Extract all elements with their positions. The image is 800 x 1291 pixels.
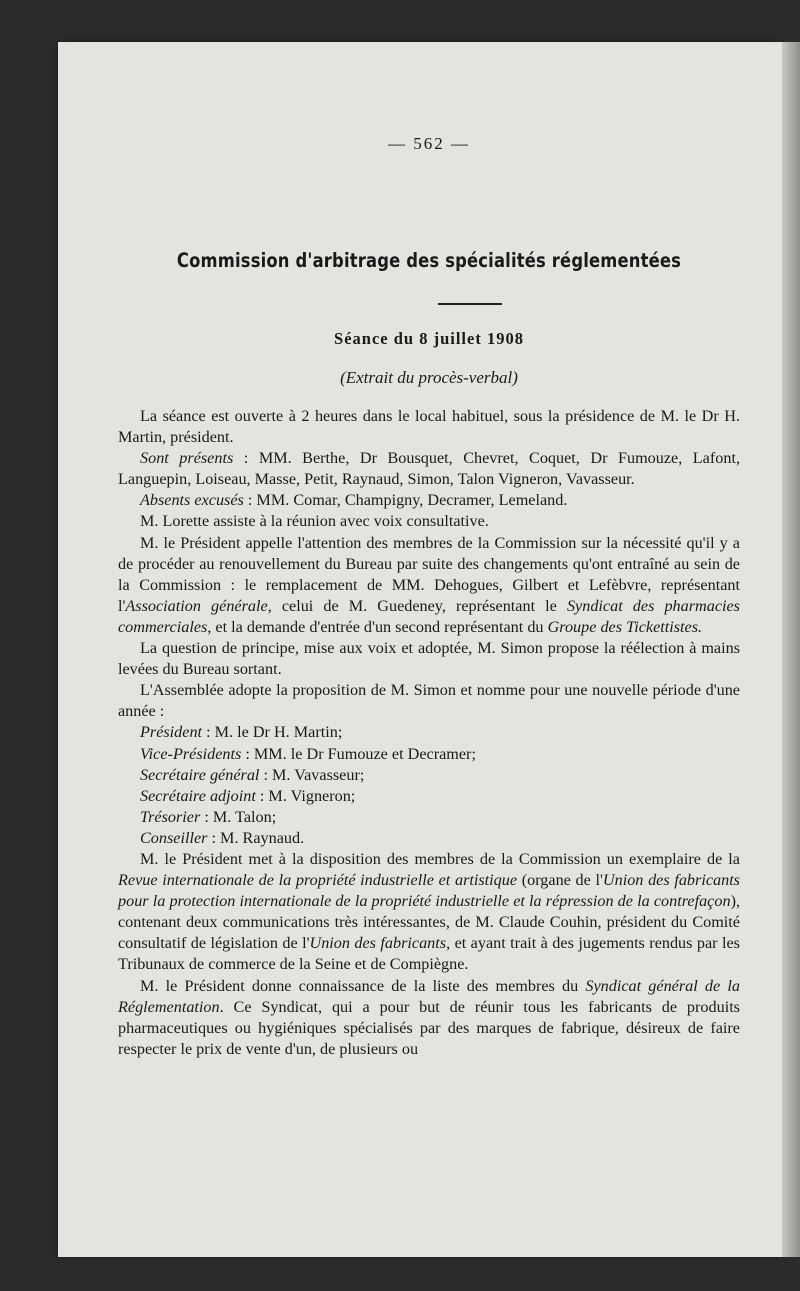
page-number: — 562 —: [388, 134, 470, 153]
renewal-text-3: , et la demande d'entrée d'un second représentant du: [207, 617, 548, 636]
session-subtitle: (Extrait du procès-verbal): [340, 368, 518, 387]
paragraph-lorette: M. Lorette assiste à la réunion avec voix consultative.: [140, 512, 489, 531]
paragraph-opening: La séance est ouverte à 2 heures dans le local habituel, sous la présidence de M. le Dr H. Martin, président.: [118, 407, 740, 447]
syndicat-text-2: . Ce Syndicat, qui a pour but de réunir tous les fabricants de produits pharmaceutiques ou hygiéniques spécialisés par des marques de fabrique, désireux de faire respecter le prix de vente d'un, de plusieurs ou: [118, 997, 740, 1058]
paragraph-syndicat: [118, 976, 740, 1060]
paragraph-present: [118, 448, 740, 490]
officer-role: Président: [140, 723, 203, 742]
officer-line: [118, 828, 740, 849]
page-edge: [782, 42, 800, 1257]
officer-name: : M. Raynaud.: [207, 828, 305, 847]
renewal-text-2: , celui de M. Guedeney, représentant le: [267, 596, 567, 615]
revue-text-2: (organe de l': [517, 871, 603, 890]
present-label: Sont présents: [140, 449, 234, 468]
renewal-text-1: M. le Président appelle l'attention des membres de la Commission sur la nécessité qu'il y a de procéder au renouvellement du Bureau par suite des changements qu'ont entraîné au sein de la Commission : le remplacement de MM. Dehogues, Gilbert et Lefèbvre, représentant l': [118, 533, 740, 615]
revue-text-4: , et ayant trait à des jugements rendus par les Tribunaux de commerce de la Seine et de Compiègne.: [118, 934, 740, 974]
paragraph-renewal: [118, 533, 740, 638]
officer-line: [118, 765, 740, 786]
officer-role: Secrétaire général: [140, 765, 260, 784]
officer-line: [118, 786, 740, 807]
officer-name: : M. le Dr H. Martin;: [202, 723, 343, 742]
paragraph-principle: La question de principe, mise aux voix et adoptée, M. Simon propose la réélection à mains levées du Bureau sortant.: [118, 639, 740, 679]
absent-label: Absents excusés: [140, 491, 244, 510]
absent-list: : MM. Comar, Champigny, Decramer, Lemeland.: [243, 491, 568, 510]
renewal-assoc: Association générale: [125, 596, 268, 615]
union-short-name: Union des fabricants: [309, 934, 447, 953]
officer-role: Trésorier: [140, 807, 201, 826]
renewal-syndicat: Syndicat des pharmacies commerciales: [118, 596, 740, 636]
paragraph-adoption: L'Assemblée adopte la proposition de M. Simon et nomme pour une nouvelle période d'une année :: [118, 681, 740, 721]
officer-line: [118, 744, 740, 765]
body-text: [118, 406, 740, 1060]
officer-role: Vice-Présidents: [140, 744, 242, 763]
union-full-name: Union des fabricants pour la protection internationale de la propriété industrielle et la répression de la contrefaçon: [118, 871, 740, 911]
present-list: : MM. Berthe, Dr Bousquet, Chevret, Coquet, Dr Fumouze, Lafont, Languepin, Loiseau, Masse, Petit, Raynaud, Simon, Talon Vigneron, Vavasseur.: [118, 449, 740, 489]
officer-role: Conseiller: [140, 828, 208, 847]
renewal-groupe: Groupe des Tickettistes.: [547, 617, 703, 636]
officer-name: : M. Vigneron;: [255, 786, 356, 805]
officer-name: : MM. le Dr Fumouze et Decramer;: [241, 744, 476, 763]
syndicat-name: Syndicat général de la Réglementation: [118, 976, 740, 1016]
paragraph-absent: [118, 490, 740, 511]
officer-role: Secrétaire adjoint: [140, 786, 256, 805]
session-heading: Séance du 8 juillet 1908: [334, 329, 524, 348]
syndicat-text-1: M. le Président donne connaissance de la liste des membres du: [140, 976, 586, 995]
title-rule: [438, 303, 502, 305]
officer-name: : M. Talon;: [200, 807, 277, 826]
revue-text-3: ), contenant deux communications très intéressantes, de M. Claude Couhin, président du Comité consultatif de législation de l': [118, 892, 740, 953]
officer-line: [118, 722, 740, 743]
officer-name: : M. Vavasseur;: [259, 765, 365, 784]
revue-text-1: M. le Président met à la disposition des membres de la Commission un exemplaire de la: [140, 849, 740, 868]
revue-title: Revue internationale de la propriété industrielle et artistique: [118, 871, 518, 890]
officer-line: [118, 807, 740, 828]
paragraph-revue: [118, 849, 740, 976]
document-title: Commission d'arbitrage des spécialités réglementées: [176, 249, 682, 272]
